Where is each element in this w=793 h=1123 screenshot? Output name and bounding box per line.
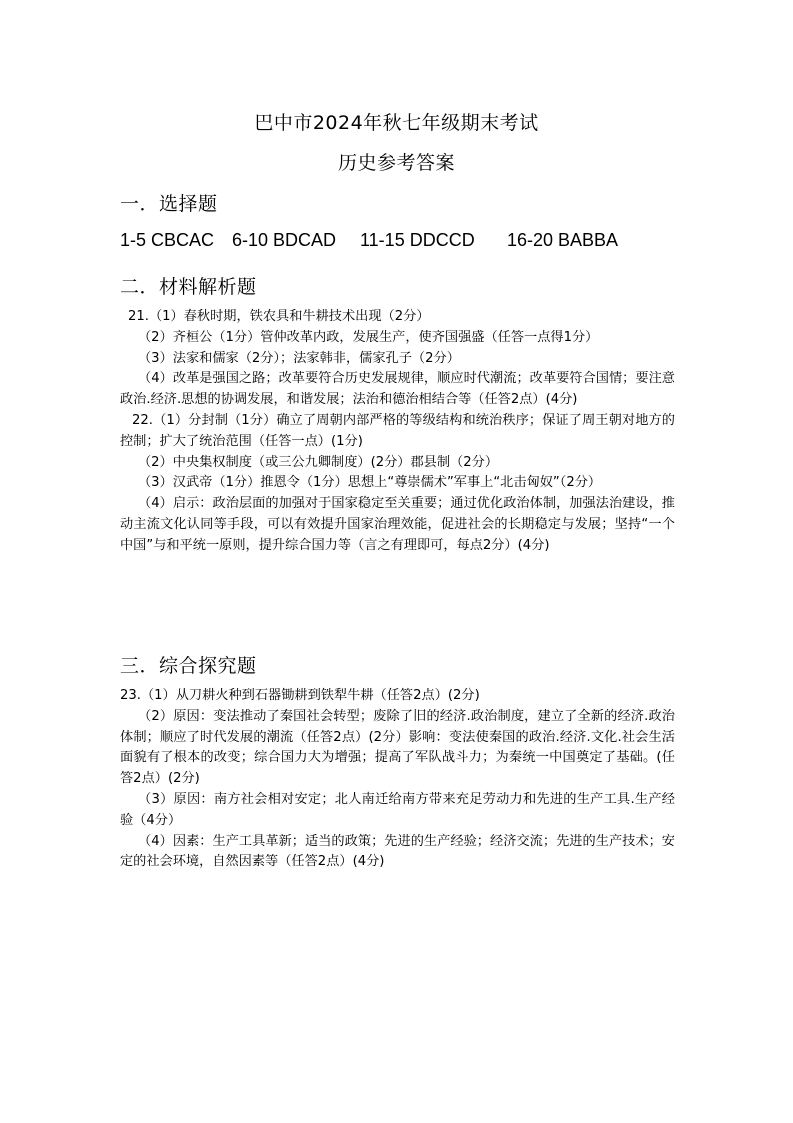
answer-paragraph: 22.（1）分封制（1分）确立了周朝内部严格的等级结构和统治秩序；保证了周王朝对地方的控制；扩大了统治范围（任答一点）(1分) <box>120 412 675 449</box>
answer-paragraph: （3）原因：南方社会相对安定；北人南迁给南方带来充足劳动力和先进的生产工具.生产经验（4分） <box>120 791 675 828</box>
exam-title: 巴中市2024年秋七年级期末考试 <box>254 112 539 134</box>
exam-subtitle: 历史参考答案 <box>337 152 455 174</box>
answer-paragraph: （2）齐桓公（1分）管仲改革内政，发展生产，使齐国强盛（任答一点得1分） <box>138 329 599 345</box>
answer-group-16-20: 16-20 BABBA <box>507 230 619 250</box>
section-heading-choice: 一．选择题 <box>120 193 218 215</box>
material-analysis-answers <box>120 307 675 557</box>
section-heading-material: 二．材料解析题 <box>120 276 257 298</box>
answer-group-11-15: 11-15 DDCCD <box>360 230 475 250</box>
answer-paragraph: （2）中央集权制度（或三公九卿制度）(2分）郡县制（2分） <box>138 454 499 470</box>
answer-paragraph: （4）因素：生产工具革新；适当的政策；先进的生产经验；经济交流；先进的生产技术；安定的社会环境，自然因素等（任答2点）(4分) <box>120 833 675 870</box>
answer-paragraph: （4）改革是强国之路；改革要符合历史发展规律，顺应时代潮流；改革要符合国情；要注意政治.经济.思想的协调发展，和谐发展；法治和德治相结合等（任答2点）(4分) <box>120 371 675 408</box>
answer-paragraph: 23.（1）从刀耕火种到石器锄耕到铁犁牛耕（任答2点）(2分) <box>120 688 480 703</box>
answer-group-1-5: 1-5 CBCAC <box>120 230 215 250</box>
inquiry-answers <box>120 686 675 873</box>
answer-paragraph: （3）汉武帝（1分）推恩令（1分）思想上“尊崇儒术”军事上“北击匈奴”（2分） <box>138 475 602 491</box>
answer-paragraph: （3）法家和儒家（2分）；法家韩非，儒家孔子（2分） <box>138 350 460 366</box>
answer-paragraph: 21.（1）春秋时期，铁农具和牛耕技术出现（2分） <box>128 309 430 324</box>
answer-paragraph: （2）原因：变法推动了秦国社会转型；废除了旧的经济.政治制度，建立了全新的经济.政治体制；顺应了时代发展的潮流（任答2点）(2分）影响：变法使秦国的政治.经济.文化.社会生活面貌有了根本的改变；综合国力大为增强；提高了军队战斗力；为秦统一中国奠定了基础。(任答2点）(2分) <box>120 708 675 787</box>
answer-group-6-10: 6-10 BDCAD <box>232 230 337 250</box>
section-heading-inquiry: 三．综合探究题 <box>120 655 257 677</box>
answer-paragraph: （4）启示：政治层面的加强对于国家稳定至关重要；通过优化政治体制，加强法治建设，推动主流文化认同等手段，可以有效提升国家治理效能，促进社会的长期稳定与发展；坚持“一个中国”与和平统一原则，提升综合国力等（言之有理即可，每点2分）(4分) <box>120 496 675 553</box>
